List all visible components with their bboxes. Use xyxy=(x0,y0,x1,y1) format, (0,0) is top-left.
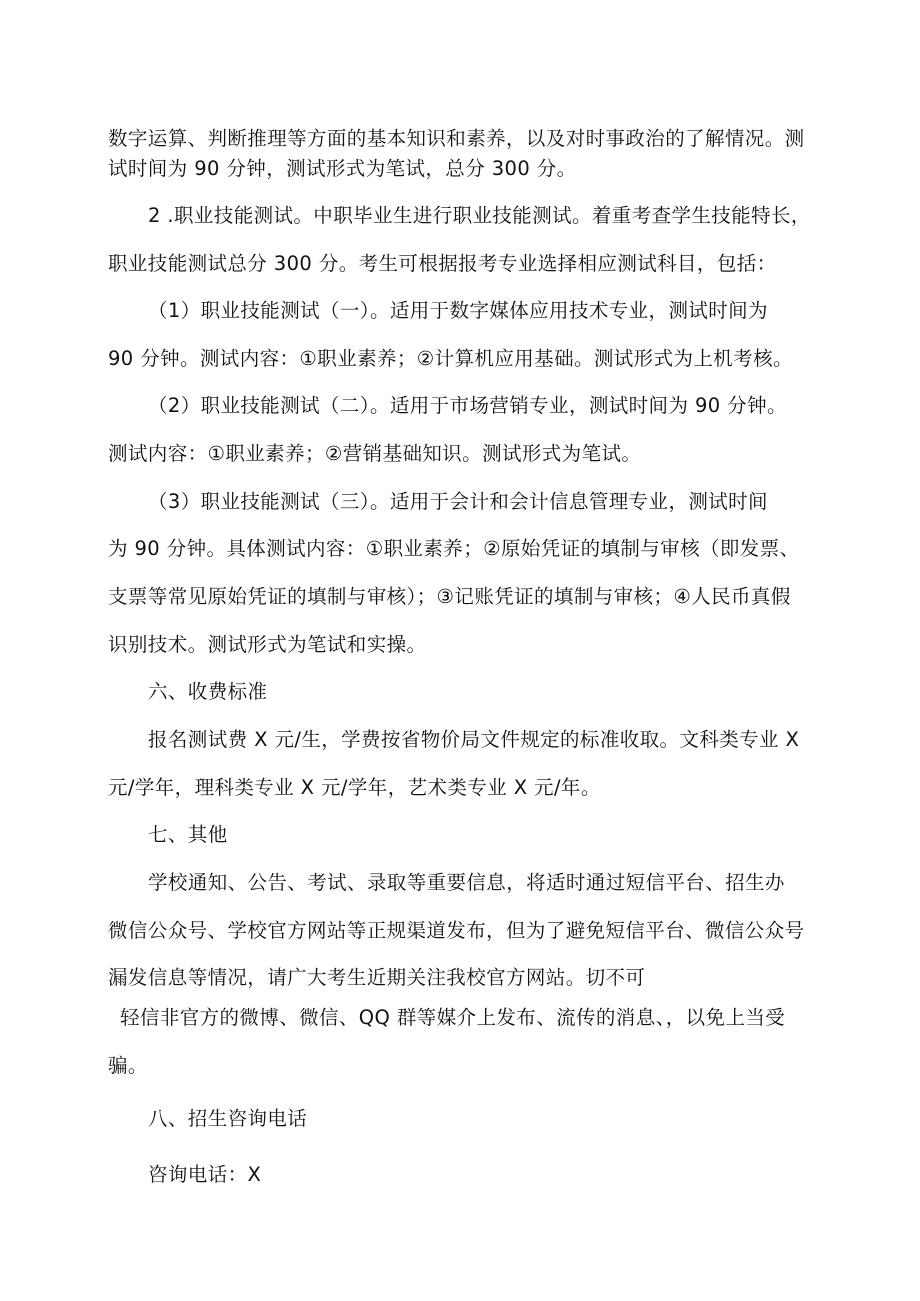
paragraph-line-15: 元/学年，理科类专业 X 元/学年，艺术类专业 X 元/年。 xyxy=(108,776,601,799)
paragraph-line-6: 90 分钟。测试内容：①职业素养；②计算机应用基础。测试形式为上机考核。 xyxy=(108,347,793,370)
skills-test-3-heading: （3）职业技能测试（三）。适用于会计和会计信息管理专业，测试时间 xyxy=(148,490,768,513)
paragraph-line-2: 试时间为 90 分钟，测试形式为笔试，总分 300 分。 xyxy=(108,157,577,180)
consult-phone: 咨询电话：X xyxy=(148,1163,262,1186)
paragraph-line-20: 轻信非官方的微博、微信、QQ 群等媒介上发布、流传的消息、，以免上当受 xyxy=(120,1006,786,1029)
section-2-vocational-skills-test: 2 .职业技能测试。中职毕业生进行职业技能测试。着重考查学生技能特长， xyxy=(148,204,811,227)
paragraph-line-8: 测试内容：①职业素养；②营销基础知识。测试形式为笔试。 xyxy=(108,442,642,465)
paragraph-line-12: 识别技术。测试形式为笔试和实操。 xyxy=(108,633,427,656)
section-heading-other: 七、其他 xyxy=(148,823,228,846)
paragraph-line-18: 微信公众号、学校官方网站等正规渠道发布，但为了避免短信平台、微信公众号 xyxy=(108,919,805,942)
paragraph-line-4: 职业技能测试总分 300 分。考生可根据报考专业选择相应测试科目，包括： xyxy=(108,252,777,275)
section-heading-admissions-phone: 八、招生咨询电话 xyxy=(148,1107,308,1130)
paragraph-line-21: 骗。 xyxy=(108,1054,148,1077)
section-heading-fees: 六、收费标准 xyxy=(148,680,268,703)
skills-test-2-heading: （2）职业技能测试（二）。适用于市场营销专业，测试时间为 90 分钟。 xyxy=(148,394,787,417)
paragraph-line-14: 报名测试费 X 元/生，学费按省物价局文件规定的标准收取。文科类专业 X xyxy=(148,728,800,751)
paragraph-line-1: 数字运算、判断推理等方面的基本知识和素养，以及对时事政治的了解情况。测 xyxy=(108,127,805,150)
skills-test-1-heading: （1）职业技能测试（一）。适用于数字媒体应用技术专业，测试时间为 xyxy=(148,299,768,322)
paragraph-line-10: 为 90 分钟。具体测试内容：①职业素养；②原始凭证的填制与审核（即发票、 xyxy=(108,537,800,560)
paragraph-line-19: 漏发信息等情况，请广大考生近期关注我校官方网站。切不可 xyxy=(108,966,646,989)
paragraph-line-11: 支票等常见原始凭证的填制与审核）；③记账凭证的填制与审核；④人民币真假 xyxy=(108,585,791,608)
paragraph-line-17: 学校通知、公告、考试、录取等重要信息，将适时通过短信平台、招生办 xyxy=(148,871,785,894)
